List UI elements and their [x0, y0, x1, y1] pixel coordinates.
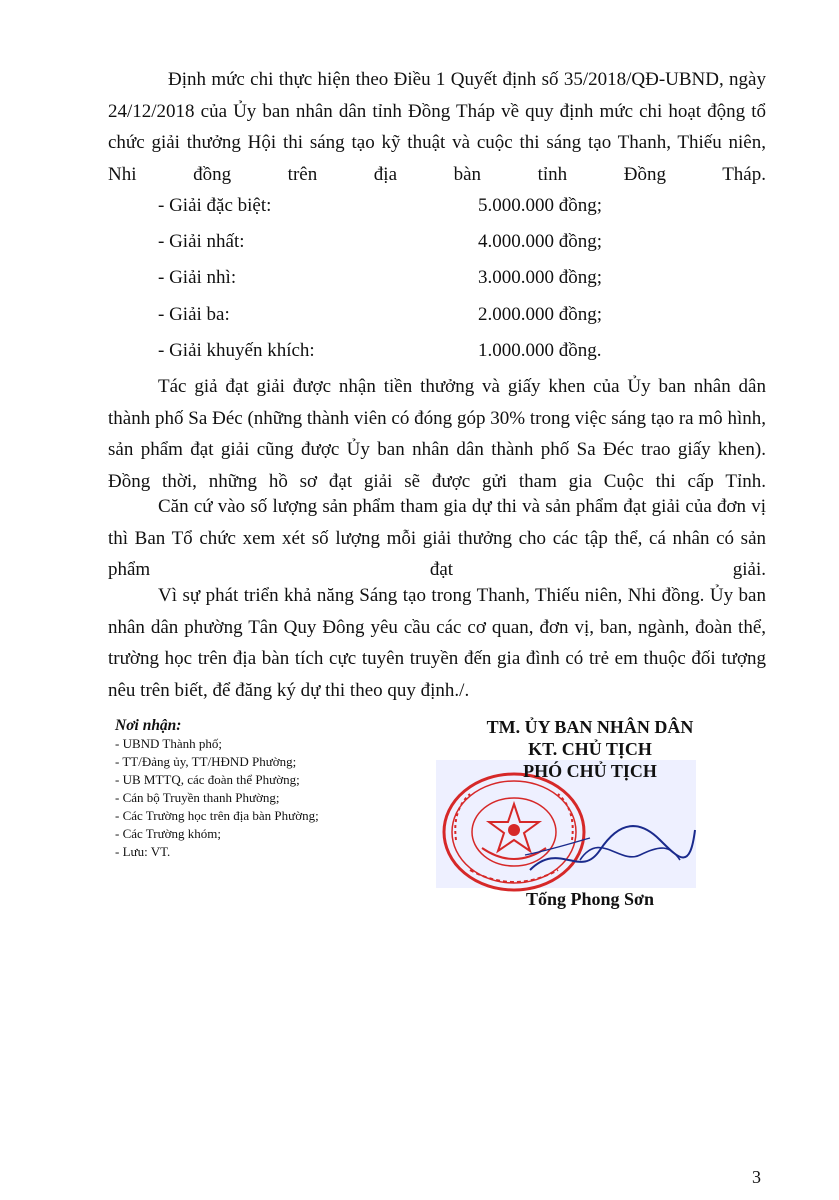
recipient-item: - Lưu: VT.: [115, 844, 171, 859]
signature-title-committee: TM. ỦY BAN NHÂN DÂN: [486, 717, 694, 737]
prize-label: - Giải nhì:: [158, 267, 237, 288]
recipient-item: - Các Trường khóm;: [115, 826, 222, 841]
recipient-item: - Các Trường học trên địa bàn Phường;: [115, 808, 319, 823]
paragraph-budget-norm: Định mức chi thực hiện theo Điều 1 Quyết định số 35/2018/QĐ-UBND, ngày 24/12/2018 của Ủy ban nhân dân tỉnh Đồng Tháp về quy định mức chi hoạt động tổ chức giải thưởng Hội thi sáng tạo kỹ thuật và cuộc thi sáng tạo Thanh, Thiếu niên, Nhi đồng trên địa bàn tỉnh Đồng Tháp.: [108, 69, 766, 185]
prize-label: - Giải nhất:: [158, 231, 245, 252]
recipient-item: - Cán bộ Truyền thanh Phường;: [115, 790, 280, 805]
recipient-item: - UBND Thành phố;: [115, 736, 223, 751]
prize-row-encouragement: [158, 336, 658, 366]
prize-row-first: [158, 227, 658, 257]
prize-label: - Giải đặc biệt:: [158, 195, 272, 216]
prize-amount: 1.000.000 đồng.: [478, 340, 602, 361]
page-number: 3: [752, 1167, 761, 1187]
prize-row-special: [158, 191, 658, 221]
prize-row-third: [158, 300, 658, 330]
recipients-title: Nơi nhận:: [115, 717, 182, 734]
prize-amount: 3.000.000 đồng;: [478, 267, 603, 288]
prize-amount: 5.000.000 đồng;: [478, 195, 603, 216]
prize-amount: 4.000.000 đồng;: [478, 231, 603, 252]
prize-label: - Giải khuyến khích:: [158, 340, 315, 361]
signature-title-vice-chairman: PHÓ CHỦ TỊCH: [523, 761, 657, 781]
signature-block: [440, 716, 740, 916]
paragraph-prize-count: Căn cứ vào số lượng sản phẩm tham gia dự thi và sản phẩm đạt giải của đơn vị thì Ban Tổ chức xem xét số lượng mỗi giải thưởng cho các tập thể, cá nhân có sản phẩm đạt giải.: [108, 496, 766, 580]
prize-row-second: [158, 263, 658, 293]
signature-title-chairman: KT. CHỦ TỊCH: [528, 739, 652, 759]
recipient-item: - TT/Đảng ủy, TT/HĐND Phường;: [115, 754, 297, 769]
signer-name: Tống Phong Sơn: [525, 889, 655, 909]
prize-label: - Giải ba:: [158, 304, 230, 325]
paragraph-awards: Tác giả đạt giải được nhận tiền thưởng và giấy khen của Ủy ban nhân dân thành phố Sa Đéc (những thành viên có đóng góp 30% trong việc sáng tạo ra mô hình, sản phẩm đạt giải cũng được Ủy ban nhân dân thành phố Sa Đéc trao giấy khen). Đồng thời, những hồ sơ đạt giải sẽ được gửi tham gia Cuộc thi cấp Tỉnh.: [108, 376, 766, 492]
recipients-block: [115, 716, 415, 861]
prize-amount: 2.000.000 đồng;: [478, 304, 603, 325]
recipient-item: - UB MTTQ, các đoàn thể Phường;: [115, 772, 300, 787]
paragraph-call-to-action: Vì sự phát triển khả năng Sáng tạo trong Thanh, Thiếu niên, Nhi đồng. Ủy ban nhân dân phường Tân Quy Đông yêu cầu các cơ quan, đơn vị, ban, ngành, đoàn thể, trường học trên địa bàn tích cực tuyên truyền đến gia đình có trẻ em thuộc đối tượng nêu trên biết, để đăng ký dự thi theo quy định./.: [108, 585, 766, 701]
recipients-list: [115, 735, 415, 861]
